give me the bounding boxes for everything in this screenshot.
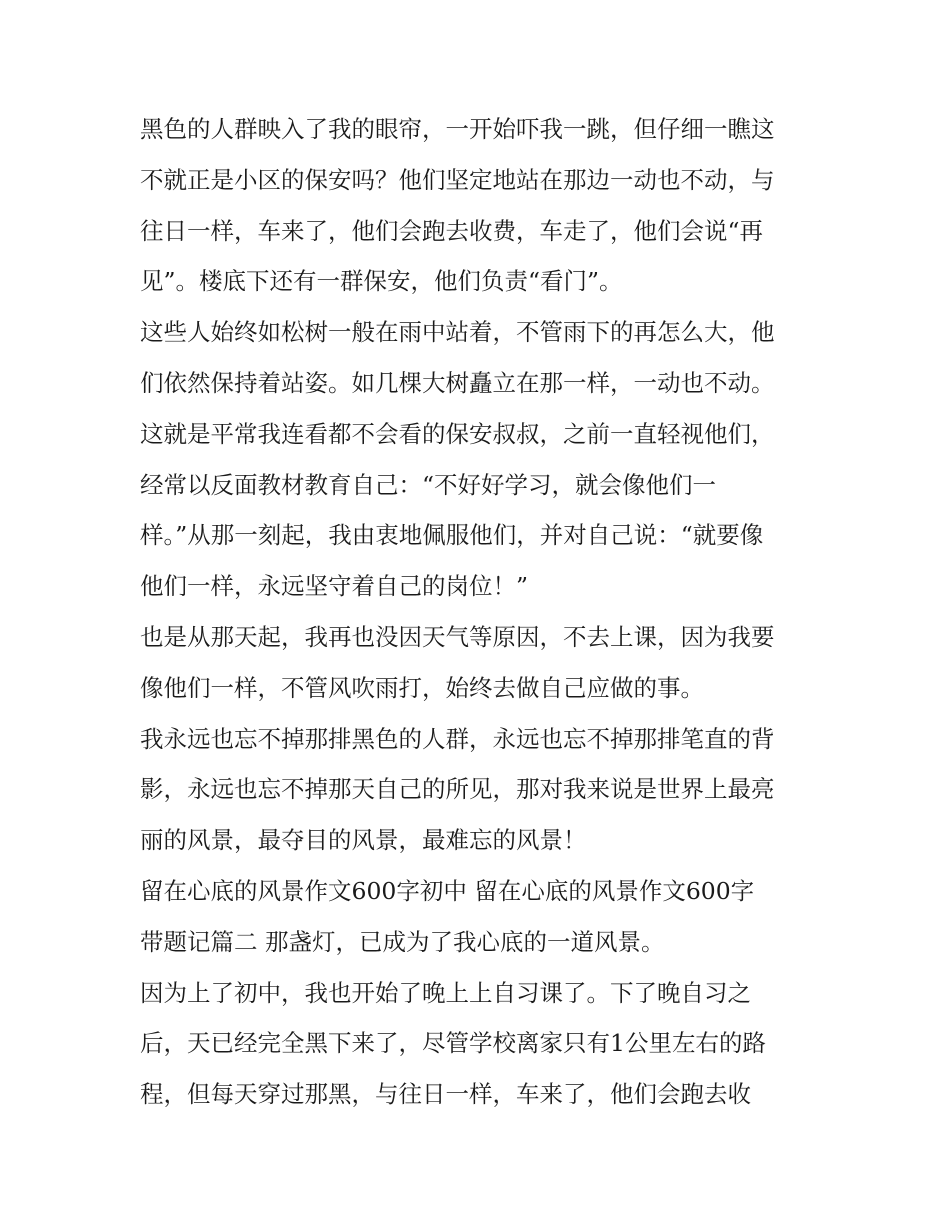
text-line: 这就是平常我连看都不会看的保安叔叔，之前一直轻视他们， bbox=[140, 419, 775, 448]
text-line: 丽的风景，最夺目的风景，最难忘的风景！ bbox=[140, 826, 587, 855]
text-line: 样。”从那一刻起，我由衷地佩服他们，并对自己说：“就要像 bbox=[140, 521, 764, 550]
text-line: 黑色的人群映入了我的眼帘，一开始吓我一跳，但仔细一瞧这 bbox=[140, 115, 775, 143]
text-line: 见”。楼底下还有一群保安，他们负责“看门”。 bbox=[140, 267, 623, 296]
text-line: 我永远也忘不掉那排黑色的人群，永远也忘不掉那排笔直的背 bbox=[140, 724, 775, 753]
text-line: 因为上了初中，我也开始了晚上上自习课了。下了晚自习之 bbox=[140, 978, 751, 1007]
text-line: 后，天已经完全黑下来了，尽管学校离家只有1公里左右的路 bbox=[140, 1029, 766, 1058]
text-line: 他们一样，永远坚守着自己的岗位！” bbox=[140, 572, 529, 601]
text-line: 像他们一样，不管风吹雨打，始终去做自己应做的事。 bbox=[140, 673, 704, 702]
text-line: 程，但每天穿过那黑，与往日一样，车来了，他们会跑去收 bbox=[140, 1080, 751, 1109]
text-line: 留在心底的风景作文600字初中 留在心底的风景作文600字 bbox=[140, 876, 755, 905]
text-line: 往日一样，车来了，他们会跑去收费，车走了，他们会说“再 bbox=[140, 216, 764, 245]
text-line: 不就正是小区的保安吗？他们坚定地站在那边一动也不动，与 bbox=[140, 165, 775, 194]
text-line: 们依然保持着站姿。如几棵大树矗立在那一样，一动也不动。 bbox=[140, 368, 775, 397]
text-line: 也是从那天起，我再也没因天气等原因，不去上课，因为我要 bbox=[140, 622, 775, 651]
text-line: 影，永远也忘不掉那天自己的所见，那对我来说是世界上最亮 bbox=[140, 775, 775, 804]
essay-body bbox=[140, 104, 820, 1120]
text-line: 经常以反面教材教育自己：“不好好学习，就会像他们一 bbox=[140, 470, 717, 499]
text-line: 这些人始终如松树一般在雨中站着，不管雨下的再怎么大，他 bbox=[140, 318, 775, 347]
text-line: 带题记篇二 那盏灯，已成为了我心底的一道风景。 bbox=[140, 927, 665, 956]
